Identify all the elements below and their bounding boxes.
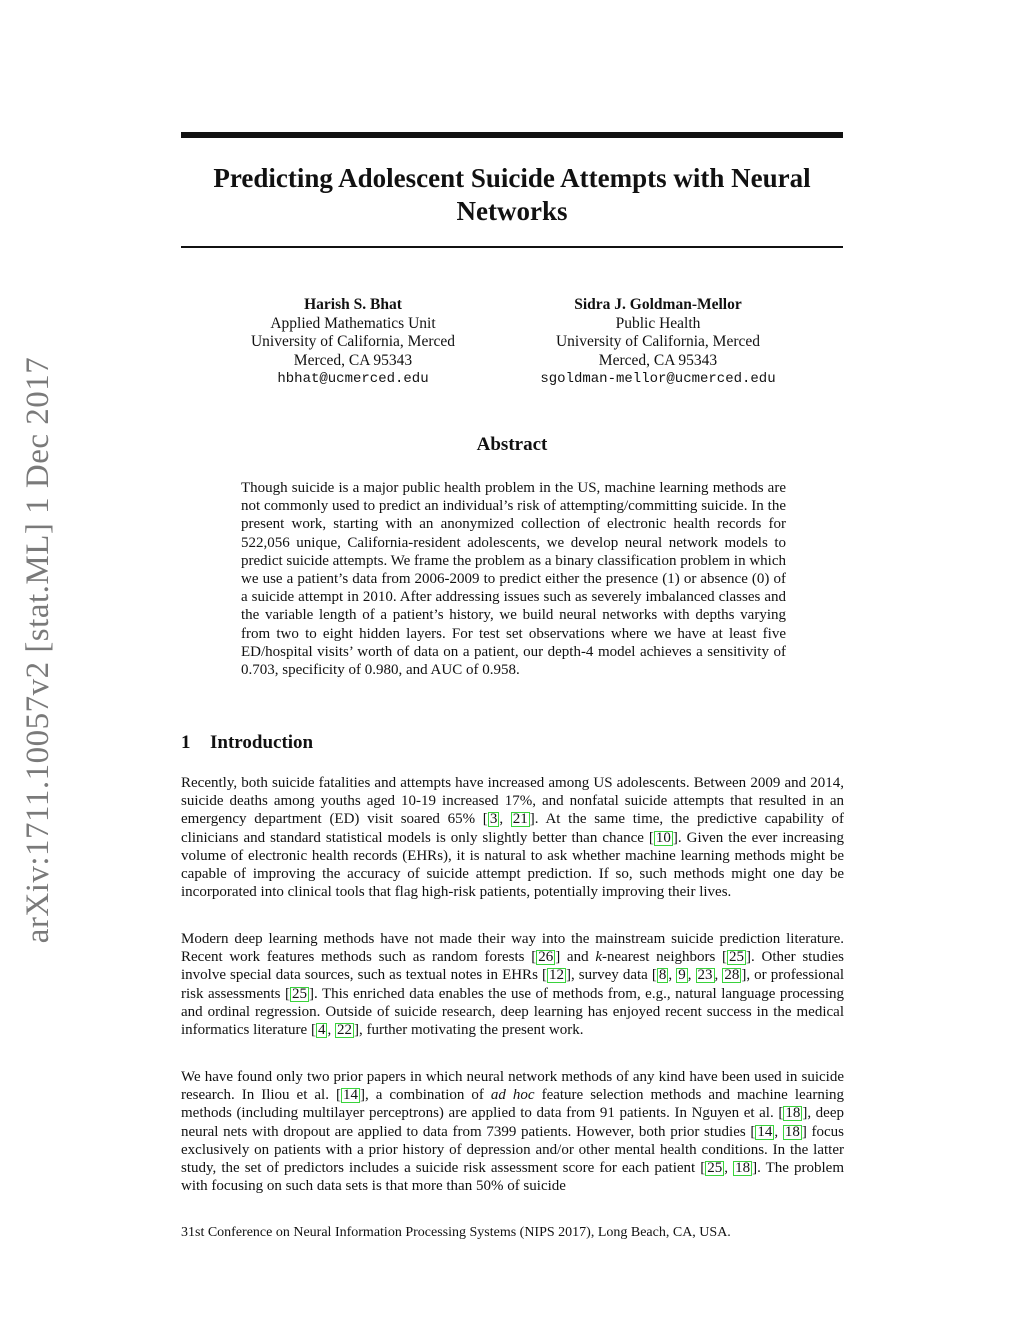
intro-paragraph-3 bbox=[181, 1068, 844, 1195]
author-institution: University of California, Merced bbox=[555, 333, 761, 350]
citation-link[interactable]: 25 bbox=[729, 949, 745, 966]
paragraph-text: , bbox=[774, 1123, 783, 1140]
paragraph-text: , bbox=[687, 967, 696, 984]
paragraph-text: ], further motivating the present work. bbox=[353, 1022, 584, 1039]
emphasis-text: ad hoc bbox=[490, 1087, 535, 1104]
citation-link[interactable]: 22 bbox=[336, 1022, 352, 1039]
citation-link[interactable]: 28 bbox=[724, 967, 740, 984]
paragraph-text: ]. At the same time, the predictive capability of clinicians and standard statistical models is only slightly better than chance [ bbox=[181, 811, 844, 846]
paragraph-text: Modern deep learning methods have not made their way into the mainstream suicide prediction literature. Recent work features methods such as random forests [ bbox=[181, 931, 844, 966]
paragraph-text: Recently, both suicide fatalities and attempts have increased among US adolescents. Between 2009 and 2014, suicide deaths among youths aged 10-19 increased 17%, and nonfatal suicide attempts that resulted in an emergency department (ED) visit soared 65% [ bbox=[181, 775, 844, 828]
paragraph-text: ] and bbox=[555, 949, 596, 966]
citation-link[interactable]: 9 bbox=[678, 967, 686, 984]
paragraph-text: ], survey data [ bbox=[565, 967, 657, 984]
paragraph-text: , bbox=[668, 967, 677, 984]
author-name: Sidra J. Goldman-Mellor bbox=[574, 296, 742, 313]
citation-link[interactable]: 23 bbox=[697, 967, 713, 984]
author-department: Applied Mathematics Unit bbox=[270, 314, 436, 332]
citation-link[interactable]: 14 bbox=[342, 1087, 358, 1104]
paragraph-text: ] focus exclusively on patients with a prior history of depression and/or other mental health conditions. In the latter study, the set of predictors includes a suicide risk assessment score for each patient [ bbox=[181, 1123, 845, 1177]
citation-link[interactable]: 25 bbox=[707, 1160, 723, 1177]
citation-link[interactable]: 8 bbox=[658, 967, 667, 984]
paragraph-text: ]. Other studies involve special data sources, such as textual notes in EHRs [ bbox=[181, 949, 845, 984]
citation-link[interactable]: 10 bbox=[655, 829, 671, 846]
author-address: Merced, CA 95343 bbox=[293, 351, 413, 369]
arxiv-identifier: arXiv:1711.10057v2 [stat.ML] 1 Dec 2017 bbox=[20, 356, 56, 944]
paragraph-text: ]. Given the ever increasing volume of electronic health records (EHRs), it is natural to ask whether machine learning methods might be capable of improving the accuracy of suicide attempt prediction. If so, such methods might one day be incorporated into clinical tools that flag high-risk patients, potentially improving their lives. bbox=[181, 829, 844, 901]
section-number: 1 bbox=[181, 732, 191, 753]
citation-link[interactable]: 12 bbox=[548, 967, 564, 984]
paragraph-text: feature selection methods and machine learning methods (including multilayer perceptrons) are applied to data from 91 patients. In Nguyen et al. [ bbox=[181, 1087, 844, 1122]
paragraph-text: , bbox=[499, 811, 511, 828]
section-heading bbox=[181, 732, 313, 754]
citation-link[interactable]: 25 bbox=[291, 985, 307, 1002]
paragraph-text: , bbox=[327, 1022, 335, 1039]
paragraph-text: , bbox=[724, 1160, 734, 1177]
paragraph-text: We have found only two prior papers in which neural network methods of any kind have been used in suicide research. In Iliou et al. [ bbox=[181, 1069, 844, 1104]
citation-link[interactable]: 18 bbox=[784, 1123, 800, 1140]
section-title: Introduction bbox=[210, 732, 314, 753]
author-email[interactable]: hbhat@ucmerced.edu bbox=[277, 371, 429, 387]
citation-link[interactable]: 14 bbox=[757, 1123, 773, 1140]
author-block-2 bbox=[522, 296, 794, 389]
author-email[interactable]: sgoldman-mellor@ucmerced.edu bbox=[540, 371, 776, 387]
paragraph-text: ], or professional risk assessments [ bbox=[181, 967, 845, 1002]
citation-link[interactable]: 21 bbox=[512, 811, 528, 828]
paragraph-text: ], deep neural nets with dropout are applied to data from 7399 patients. However, both prior studies [ bbox=[181, 1105, 844, 1140]
paragraph-text: ], a combination of bbox=[359, 1087, 491, 1104]
citation-link[interactable]: 3 bbox=[489, 811, 498, 828]
intro-paragraph-2 bbox=[181, 930, 844, 1039]
citation-link[interactable]: 26 bbox=[538, 949, 554, 966]
abstract-text: Though suicide is a major public health problem in the US, machine learning methods are not commonly used to predict an individual’s risk of attempting/committing suicide. In the present work, starting with an anonymized collection of electronic health records for 522,056 unique, California-resident adolescents, we develop neural network models to predict suicide attempts. We frame the problem as a binary classification problem in which we use a patient’s data from 2006-2009 to predict either the presence (1) or absence (0) of a suicide attempt in 2010. After addressing issues such as severely imbalanced classes and the variable length of a patient’s history, we build neural networks with depths varying from two to eight hidden layers. For test set observations where we have at least five ED/hospital visits’ worth of data on a patient, our depth-4 model achieves a sensitivity of 0.703, specificity of 0.980, and AUC of 0.958. bbox=[241, 480, 787, 679]
paper-title: Predicting Adolescent Suicide Attempts with Neural Networks bbox=[213, 163, 811, 226]
author-block-1 bbox=[222, 296, 484, 389]
intro-paragraph-1 bbox=[181, 774, 844, 901]
author-name: Harish S. Bhat bbox=[304, 296, 402, 313]
paragraph-text: ]. This enriched data enables the use of methods from, e.g., natural language processing and ordinal regression. Outside of suicide research, deep learning has enjoyed recent success in the medical informatics literature [ bbox=[181, 985, 845, 1039]
author-address: Merced, CA 95343 bbox=[598, 351, 718, 369]
math-variable: k bbox=[595, 949, 602, 966]
abstract-heading: Abstract bbox=[476, 434, 548, 455]
conference-footnote: 31st Conference on Neural Information Processing Systems (NIPS 2017), Long Beach, CA, USA. bbox=[181, 1225, 731, 1240]
paragraph-text: , bbox=[714, 967, 723, 984]
author-institution: University of California, Merced bbox=[250, 333, 456, 350]
author-department: Public Health bbox=[615, 314, 701, 332]
title-top-rule bbox=[181, 132, 843, 138]
citation-link[interactable]: 18 bbox=[785, 1105, 801, 1122]
citation-link[interactable]: 18 bbox=[735, 1160, 751, 1177]
paragraph-text: ]. The problem with focusing on such data sets is that more than 50% of suicide bbox=[181, 1160, 844, 1195]
paragraph-text: -nearest neighbors [ bbox=[601, 949, 728, 966]
citation-link[interactable]: 4 bbox=[317, 1022, 326, 1039]
title-bottom-rule bbox=[181, 246, 843, 248]
